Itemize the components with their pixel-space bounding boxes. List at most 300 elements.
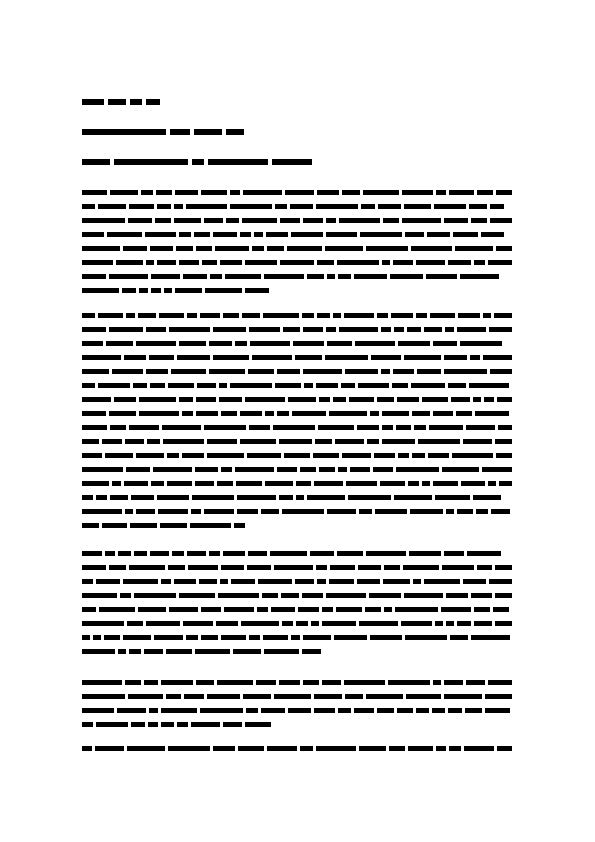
word — [474, 621, 492, 626]
word — [293, 341, 324, 346]
word — [394, 327, 404, 332]
word — [207, 694, 240, 699]
word — [123, 246, 147, 251]
word — [179, 232, 191, 237]
word — [317, 579, 326, 584]
word — [129, 649, 141, 654]
word — [304, 383, 313, 388]
document-header-line-2 — [82, 126, 248, 138]
word — [422, 397, 448, 402]
word — [441, 607, 471, 612]
word — [350, 467, 370, 472]
word — [404, 204, 431, 209]
word — [322, 680, 341, 685]
word — [330, 565, 355, 570]
word — [144, 680, 158, 685]
word — [474, 607, 490, 612]
word — [488, 260, 512, 265]
word — [196, 680, 214, 685]
word — [432, 708, 445, 713]
word — [161, 722, 174, 727]
word — [390, 274, 423, 279]
word — [384, 607, 392, 612]
word — [296, 621, 308, 626]
word — [133, 383, 147, 388]
word — [310, 551, 334, 556]
word — [488, 481, 496, 486]
word — [495, 439, 512, 444]
word — [446, 509, 454, 514]
word — [469, 204, 487, 209]
word — [408, 746, 433, 751]
word — [363, 190, 399, 195]
word — [296, 495, 304, 500]
text-line — [82, 718, 512, 730]
word — [215, 246, 249, 251]
word — [274, 565, 313, 570]
word — [106, 341, 133, 346]
word — [412, 453, 425, 458]
text-line — [82, 351, 512, 363]
word — [82, 593, 117, 598]
word — [448, 260, 471, 265]
word — [402, 190, 433, 195]
word — [326, 593, 366, 598]
word — [489, 327, 512, 332]
word — [282, 621, 293, 626]
word — [248, 551, 267, 556]
word — [247, 453, 281, 458]
word — [131, 722, 145, 727]
word — [496, 453, 512, 458]
word — [154, 635, 183, 640]
word — [449, 190, 474, 195]
word — [209, 551, 220, 556]
word — [187, 551, 206, 556]
word — [112, 369, 143, 374]
word — [396, 425, 411, 430]
word — [337, 551, 363, 556]
word — [243, 694, 271, 699]
word — [336, 607, 362, 612]
word — [429, 425, 463, 430]
word — [82, 232, 104, 237]
word — [114, 397, 136, 402]
word — [163, 439, 204, 444]
word — [318, 425, 354, 430]
word — [426, 274, 457, 279]
word — [359, 509, 372, 514]
word — [495, 593, 512, 598]
word — [213, 355, 249, 360]
word — [436, 190, 446, 195]
word — [196, 246, 212, 251]
word — [249, 327, 280, 332]
word — [82, 246, 120, 251]
word — [354, 274, 387, 279]
word — [141, 190, 153, 195]
word — [359, 746, 386, 751]
word — [474, 260, 485, 265]
word — [225, 274, 261, 279]
word — [300, 467, 316, 472]
word — [499, 481, 512, 486]
word — [249, 425, 270, 430]
word — [416, 260, 445, 265]
word — [417, 369, 441, 374]
word — [338, 708, 351, 713]
word — [303, 369, 342, 374]
word — [182, 411, 193, 416]
word — [157, 495, 189, 500]
text-line — [82, 519, 512, 531]
text-line — [82, 491, 512, 503]
word — [261, 708, 285, 713]
word — [452, 453, 493, 458]
word — [279, 495, 293, 500]
text-line — [82, 449, 512, 461]
word — [258, 579, 292, 584]
word — [82, 190, 107, 195]
word — [201, 607, 221, 612]
word — [370, 411, 379, 416]
text-line — [82, 603, 512, 615]
word — [82, 621, 124, 626]
word — [354, 708, 374, 713]
word — [223, 551, 245, 556]
word — [359, 621, 398, 626]
word — [311, 621, 319, 626]
word — [96, 495, 107, 500]
word — [302, 649, 321, 654]
word — [393, 369, 414, 374]
word — [345, 369, 378, 374]
word — [131, 495, 154, 500]
word — [201, 190, 227, 195]
word — [157, 260, 176, 265]
word — [342, 190, 360, 195]
word — [433, 680, 441, 685]
word — [161, 579, 171, 584]
text-line — [82, 309, 512, 321]
word — [151, 288, 161, 293]
word — [307, 495, 345, 500]
word — [82, 708, 114, 713]
text-line — [82, 379, 512, 391]
word — [288, 397, 316, 402]
word — [342, 453, 371, 458]
word — [136, 453, 164, 458]
word — [433, 341, 457, 346]
word — [422, 481, 430, 486]
word — [138, 607, 166, 612]
word — [382, 425, 393, 430]
word — [357, 425, 379, 430]
word — [117, 708, 146, 713]
word — [191, 722, 220, 727]
word — [109, 411, 136, 416]
word — [282, 509, 324, 514]
word — [292, 411, 326, 416]
word — [361, 204, 375, 209]
word — [414, 425, 426, 430]
word — [344, 313, 374, 318]
word — [160, 523, 187, 528]
word — [224, 607, 254, 612]
word — [82, 579, 93, 584]
word — [254, 232, 263, 237]
word — [338, 467, 347, 472]
word — [205, 288, 242, 293]
word — [246, 708, 258, 713]
word — [245, 260, 277, 265]
word — [335, 439, 364, 444]
word — [485, 708, 510, 713]
word — [226, 218, 239, 223]
word — [280, 218, 300, 223]
word — [456, 411, 472, 416]
word — [109, 327, 143, 332]
word — [378, 204, 401, 209]
word — [470, 355, 480, 360]
word — [144, 649, 163, 654]
word — [344, 680, 385, 685]
word — [175, 190, 198, 195]
word — [118, 551, 131, 556]
word — [410, 509, 443, 514]
word — [327, 341, 352, 346]
word — [82, 355, 121, 360]
word — [275, 383, 301, 388]
word — [404, 355, 441, 360]
paragraph — [82, 186, 512, 298]
word — [201, 635, 218, 640]
word — [271, 607, 295, 612]
word — [213, 327, 246, 332]
word — [139, 288, 148, 293]
word — [147, 439, 160, 444]
text-line — [82, 547, 512, 559]
word — [394, 495, 432, 500]
word — [279, 439, 312, 444]
word — [406, 694, 441, 699]
word — [146, 327, 166, 332]
word — [129, 204, 154, 209]
word — [393, 260, 413, 265]
word — [217, 481, 233, 486]
word — [167, 481, 192, 486]
word — [457, 621, 471, 626]
text-line — [82, 742, 512, 754]
word — [404, 593, 443, 598]
word — [221, 467, 232, 472]
word — [319, 467, 335, 472]
word — [325, 355, 368, 360]
word — [257, 607, 268, 612]
word — [261, 509, 279, 514]
word — [483, 355, 512, 360]
word — [384, 565, 400, 570]
word — [82, 218, 125, 223]
word — [146, 260, 154, 265]
word — [475, 411, 509, 416]
word — [82, 680, 122, 685]
word — [495, 621, 512, 626]
word — [442, 467, 479, 472]
word — [316, 746, 356, 751]
word — [134, 593, 176, 598]
word — [266, 232, 288, 237]
word — [345, 694, 363, 699]
word — [398, 453, 409, 458]
word — [497, 397, 512, 402]
word — [219, 397, 242, 402]
word — [469, 383, 509, 388]
word — [265, 411, 274, 416]
word — [383, 218, 399, 223]
word — [179, 341, 206, 346]
word — [303, 218, 323, 223]
word — [484, 397, 494, 402]
word — [433, 481, 458, 486]
word — [109, 565, 126, 570]
text-line — [82, 214, 512, 226]
word — [374, 453, 395, 458]
word — [95, 746, 124, 751]
word — [82, 425, 107, 430]
word — [329, 579, 354, 584]
word — [366, 246, 408, 251]
word — [247, 565, 271, 570]
word — [221, 635, 246, 640]
word — [245, 722, 271, 727]
word — [262, 593, 278, 598]
word — [424, 327, 442, 332]
word — [264, 274, 304, 279]
word — [477, 190, 493, 195]
word — [166, 694, 181, 699]
document-header-line-3 — [82, 156, 316, 168]
word — [169, 327, 210, 332]
word — [174, 218, 201, 223]
word — [245, 288, 269, 293]
word — [127, 621, 143, 626]
word — [411, 383, 445, 388]
word — [213, 232, 237, 237]
word — [82, 260, 113, 265]
word — [82, 481, 109, 486]
word — [265, 481, 293, 486]
word — [213, 746, 235, 751]
word — [444, 680, 463, 685]
word — [427, 232, 450, 237]
word — [370, 635, 402, 640]
word — [233, 649, 261, 654]
word — [270, 551, 307, 556]
word — [252, 355, 292, 360]
text-line — [82, 589, 512, 601]
word — [465, 708, 482, 713]
word — [161, 708, 197, 713]
word — [99, 607, 135, 612]
word — [82, 694, 125, 699]
word — [326, 232, 357, 237]
word — [307, 274, 324, 279]
word — [449, 746, 461, 751]
word — [125, 509, 133, 514]
word — [315, 439, 332, 444]
word — [82, 327, 106, 332]
word — [382, 411, 409, 416]
word — [365, 607, 381, 612]
word — [377, 397, 394, 402]
text-line — [82, 477, 512, 489]
word — [109, 274, 148, 279]
word — [488, 680, 512, 685]
word — [110, 190, 138, 195]
word — [442, 565, 474, 570]
word — [366, 694, 403, 699]
word — [355, 341, 395, 346]
word — [124, 481, 148, 486]
word — [105, 453, 133, 458]
text-line — [82, 463, 512, 475]
word — [463, 439, 492, 444]
word — [122, 288, 136, 293]
word — [256, 680, 276, 685]
word — [123, 579, 158, 584]
word — [277, 467, 297, 472]
word — [339, 218, 380, 223]
word — [358, 565, 381, 570]
word — [218, 593, 259, 598]
word — [381, 327, 391, 332]
word — [458, 313, 480, 318]
word — [263, 635, 288, 640]
text-line — [82, 393, 512, 405]
word — [412, 411, 430, 416]
word — [464, 746, 494, 751]
word — [176, 246, 193, 251]
word — [182, 453, 204, 458]
word — [473, 495, 501, 500]
text-line — [82, 186, 512, 198]
word — [177, 355, 210, 360]
word — [377, 313, 388, 318]
word — [221, 565, 244, 570]
word — [477, 565, 492, 570]
word — [466, 425, 495, 430]
word — [367, 439, 379, 444]
word — [430, 313, 455, 318]
word — [190, 523, 231, 528]
word — [380, 481, 405, 486]
word — [300, 746, 313, 751]
word — [314, 481, 343, 486]
word — [471, 218, 487, 223]
word — [127, 746, 165, 751]
word — [316, 383, 338, 388]
word — [401, 621, 432, 626]
word — [418, 439, 460, 444]
word — [168, 383, 194, 388]
text-line — [82, 407, 512, 419]
word — [204, 509, 234, 514]
word — [284, 453, 310, 458]
word — [407, 327, 421, 332]
word — [200, 313, 220, 318]
word — [168, 746, 210, 751]
